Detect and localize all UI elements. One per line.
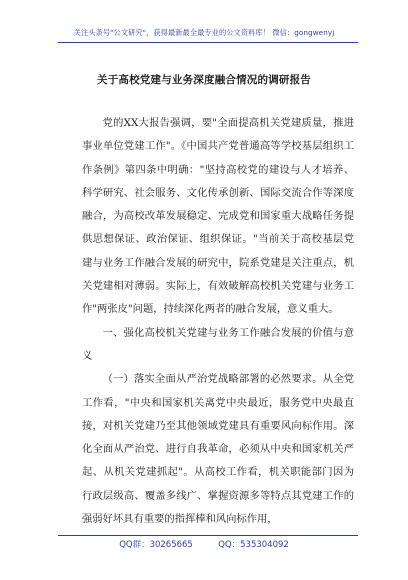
footer-qq-number: QQ：535304092	[218, 540, 289, 550]
footer-contact	[0, 538, 408, 550]
header-divider	[58, 42, 358, 43]
header-promo-note: 关注头条号"公文研究"，获得最新最全最专业的公文资料库！ 微信：gongwenyj	[73, 28, 335, 37]
document-body	[82, 112, 354, 531]
footer-divider	[58, 535, 358, 536]
body-paragraph-1-1: （一）落实全面从严治党战略部署的必然要求。从全党工作看，"中央和国家机关离党中央最近，服务党中央最直接，对机关党建乃至其他领域党建具有重要风向标作用。深化全面从严治党、进行自我革命，必须从中央和国家机关严起、从机关党建抓起"。从高校工作看，机关职能部门因为行政层级高、覆盖多线广、掌握资源多等特点其党建工作的强弱好坏具有重要的指挥棒和风向标作用，	[82, 373, 354, 526]
section-heading-1: 一、强化高校机关党建与业务工作融合发展的价值与意义	[82, 326, 354, 362]
document-title: 关于高校党建与业务深度融合情况的调研报告	[97, 74, 311, 86]
footer-qq-group: QQ群：30265665	[119, 540, 193, 550]
body-paragraph-intro: 党的XX大报告强调，要"全面提高机关党建质量，推进事业单位党建工作"。《中国共产党普通高等学校基层组织工作条例》第四条中明确："坚持高校党的建设与人才培养、科学研究、社会服务、文化传承创新、国际交流合作等深度融合，为高校改革发展稳定、完成党和国家重大战略任务提供思想保证、政治保证、组织保证。"当前关于高校基层党建与业务工作融合发展的研究中，院系党建是关注重点，机关党建相对薄弱。实际上，有效破解高校机关党建与业务工作"两张皮"问题，持续深化两者的融合发展，意义重大。	[82, 117, 354, 316]
